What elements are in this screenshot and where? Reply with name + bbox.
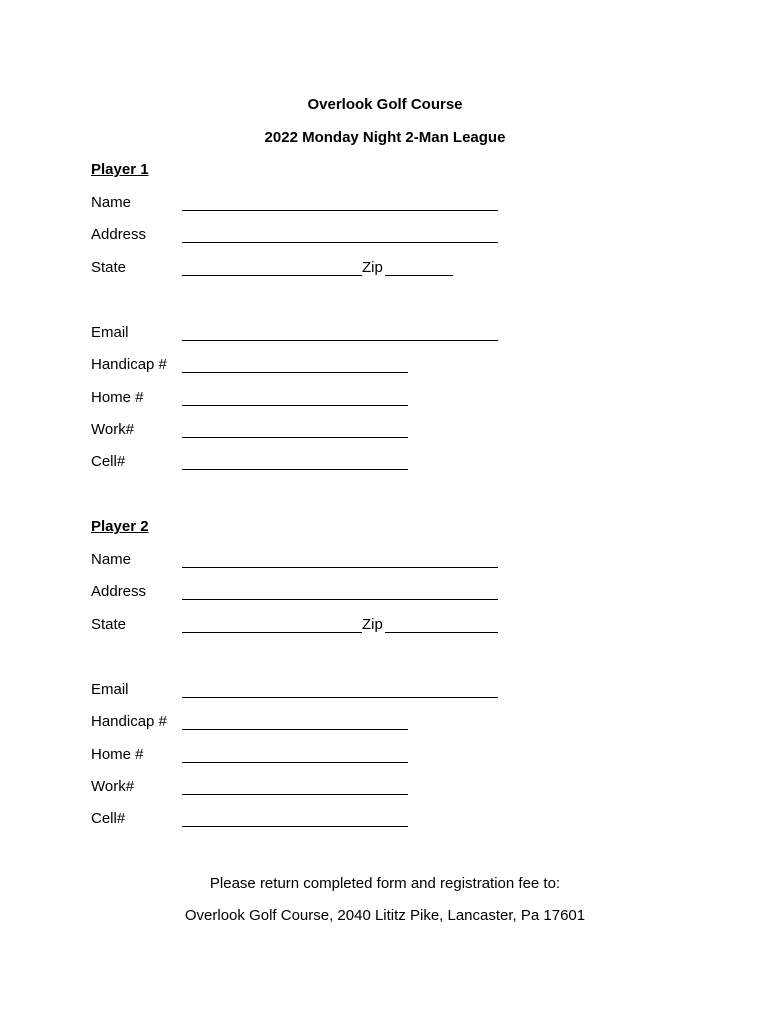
player1-name-label: Name <box>91 194 132 211</box>
player1-email-field[interactable] <box>182 340 498 341</box>
player2-cell-field[interactable] <box>182 826 408 827</box>
form-title: Overlook Golf Course <box>307 96 463 113</box>
player1-home-field[interactable] <box>182 405 408 406</box>
player1-state-field[interactable] <box>182 275 362 276</box>
player1-zip-label: Zip <box>362 259 383 276</box>
player1-address-field[interactable] <box>182 242 498 243</box>
player2-zip-field[interactable] <box>385 632 498 633</box>
player1-home-label: Home # <box>91 389 144 406</box>
player2-email-field[interactable] <box>182 697 498 698</box>
player2-cell-label: Cell# <box>91 810 126 827</box>
player2-state-field[interactable] <box>182 632 362 633</box>
player2-heading: Player 2 <box>91 518 149 535</box>
player1-email-label: Email <box>91 324 129 341</box>
player1-zip-field[interactable] <box>385 275 453 276</box>
player2-work-label: Work# <box>91 778 135 795</box>
player2-name-label: Name <box>91 551 132 568</box>
player2-name-field[interactable] <box>182 567 498 568</box>
player2-handicap-field[interactable] <box>182 729 408 730</box>
player2-email-label: Email <box>91 681 129 698</box>
return-instruction: Please return completed form and registration fee to: <box>209 875 561 892</box>
player1-cell-label: Cell# <box>91 453 126 470</box>
player2-home-field[interactable] <box>182 762 408 763</box>
player2-handicap-label: Handicap # <box>91 713 167 730</box>
player1-state-label: State <box>91 259 127 276</box>
player2-work-field[interactable] <box>182 794 408 795</box>
player1-handicap-field[interactable] <box>182 372 408 373</box>
player1-cell-field[interactable] <box>182 469 408 470</box>
player1-handicap-label: Handicap # <box>91 356 167 373</box>
return-address: Overlook Golf Course, 2040 Lititz Pike, Lancaster, Pa 17601 <box>184 907 586 924</box>
player2-state-label: State <box>91 616 127 633</box>
player1-name-field[interactable] <box>182 210 498 211</box>
player2-address-label: Address <box>91 583 147 600</box>
player1-heading: Player 1 <box>91 161 149 178</box>
player1-work-field[interactable] <box>182 437 408 438</box>
player2-address-field[interactable] <box>182 599 498 600</box>
player1-address-label: Address <box>91 226 147 243</box>
form-subtitle: 2022 Monday Night 2-Man League <box>264 129 506 146</box>
player2-home-label: Home # <box>91 746 144 763</box>
player1-work-label: Work# <box>91 421 135 438</box>
player2-zip-label: Zip <box>362 616 383 633</box>
